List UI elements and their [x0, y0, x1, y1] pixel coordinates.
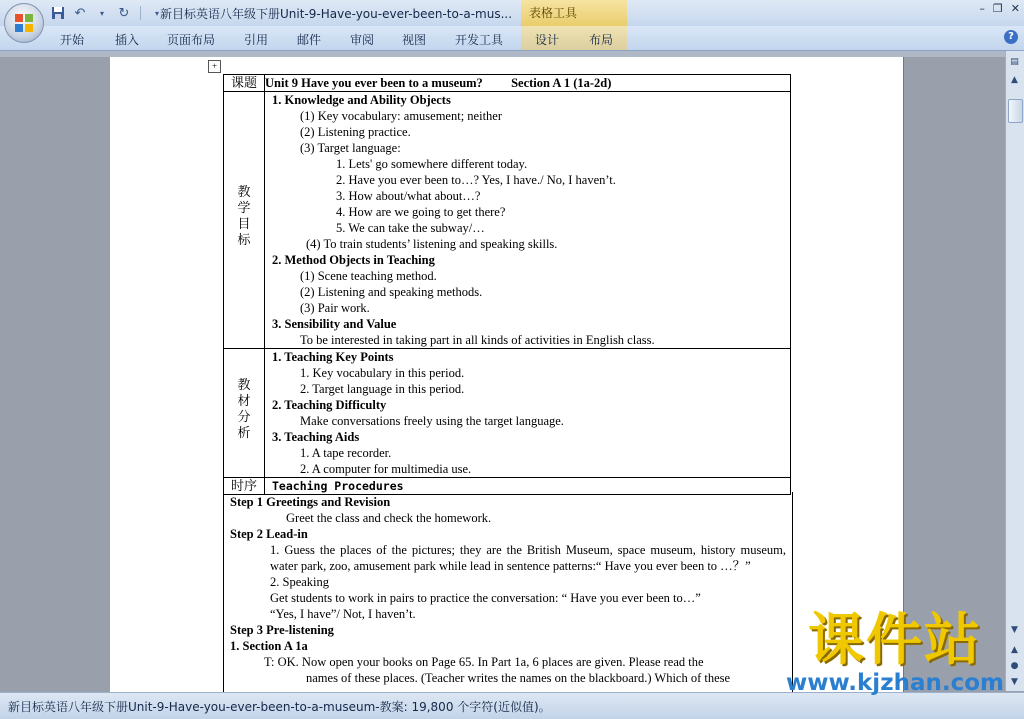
ribbon-tab-bar: [0, 26, 1024, 51]
minimize-button[interactable]: –: [979, 2, 985, 15]
tab-developer[interactable]: 开发工具: [455, 33, 504, 47]
list-item: 2. Teaching Difficulty: [272, 398, 387, 412]
list-item: 3. Teaching Aids: [272, 430, 360, 444]
analysis-cell: [265, 349, 791, 478]
lesson-title: Unit 9 Have you ever been to a museum?: [265, 76, 483, 90]
watermark-url: www.kjzhan.com: [786, 670, 1004, 696]
step-heading: Step 1 Greetings and Revision: [230, 495, 391, 509]
step-text: Greet the class and check the homework.: [286, 511, 492, 525]
separator: [140, 6, 141, 20]
list-item: 1. A tape recorder.: [300, 446, 392, 460]
step-text: “Yes, I have”/ Not, I haven’t.: [270, 607, 416, 621]
tab-page-layout[interactable]: 页面布局: [167, 33, 216, 47]
context-group-label: 表格工具: [529, 6, 578, 20]
tab-view[interactable]: 视图: [402, 33, 427, 47]
watermark: [770, 608, 1020, 696]
list-item: 5. We can take the subway/…: [336, 221, 485, 235]
help-icon[interactable]: ?: [1004, 30, 1018, 44]
window-title: 新目标英语八年级下册Unit-9-Have-you-ever-been-to-a-mus...: [160, 7, 513, 21]
step-text: Get students to work in pairs to practice the conversation: “ Have you ever been to…”: [270, 591, 701, 605]
list-item: (4) To train students’ listening and speaking skills.: [306, 237, 558, 251]
quick-access-toolbar: [50, 3, 165, 23]
status-text: 新目标英语八年级下册Unit-9-Have-you-ever-been-to-a-museum-教案: 19,800 个字符(近似值)。: [8, 700, 551, 714]
step-heading: 1. Section A 1a: [230, 639, 308, 653]
tab-layout[interactable]: 布局: [589, 33, 614, 47]
table-tools-context-group: [521, 0, 627, 26]
tab-references[interactable]: 引用: [244, 33, 269, 47]
tab-design[interactable]: 设计: [535, 33, 560, 47]
list-item: To be interested in taking part in all kinds of activities in English class.: [300, 333, 655, 347]
step-heading: Step 2 Lead-in: [230, 527, 308, 541]
topic-label-cell: [224, 75, 265, 92]
procedures-title: Teaching Procedures: [272, 479, 404, 493]
chevron-down-icon[interactable]: ▾: [99, 8, 104, 18]
step-text: 2. Speaking: [270, 575, 330, 589]
scroll-down-icon[interactable]: ▼: [1011, 625, 1018, 635]
table-move-handle-icon[interactable]: +: [208, 60, 221, 73]
tab-mailings[interactable]: 邮件: [297, 33, 322, 47]
list-item: (1) Scene teaching method.: [300, 269, 437, 283]
list-item: (1) Key vocabulary: amusement; neither: [300, 109, 503, 123]
customize-toolbar-icon[interactable]: ▾: [154, 8, 159, 18]
table-row: [224, 92, 791, 349]
step-text: 1. Guess the places of the pictures; they are the British Museum, space museum, history museum, water park, zoo, amusement park while lead in sentence patterns:“ Have you ever been to …？”: [270, 543, 786, 573]
steps-section: [223, 492, 793, 693]
list-item: 1. Teaching Key Points: [272, 350, 394, 364]
table-row: [224, 75, 791, 92]
list-item: 1. Lets' go somewhere different today.: [336, 157, 528, 171]
list-item: 3. Sensibility and Value: [272, 317, 397, 331]
tab-insert[interactable]: 插入: [115, 33, 140, 47]
lesson-plan-table: [223, 74, 791, 495]
step-text: T: OK. Now open your books on Page 65. In Part 1a, 6 places are given. Please read the: [264, 655, 704, 669]
list-item: (2) Listening practice.: [300, 125, 411, 139]
topic-line: [265, 75, 790, 91]
scroll-up-icon[interactable]: ▲: [1011, 75, 1018, 85]
restore-button[interactable]: ❐: [992, 2, 1003, 15]
list-item: 3. How about/what about…?: [336, 189, 481, 203]
list-item: 2. Have you ever been to…? Yes, I have./ No, I haven’t.: [336, 173, 616, 187]
close-button[interactable]: ✕: [1010, 2, 1020, 15]
next-page-icon[interactable]: ▼: [1011, 677, 1018, 687]
list-item: 1. Knowledge and Ability Objects: [272, 93, 451, 107]
title-bar: [0, 0, 1024, 26]
ruler-toggle-icon[interactable]: ▤: [1010, 57, 1019, 67]
list-item: 1. Key vocabulary in this period.: [300, 366, 465, 380]
save-icon[interactable]: [50, 5, 66, 21]
document-page: [110, 57, 903, 693]
tab-review[interactable]: 审阅: [350, 33, 375, 47]
list-item: (3) Pair work.: [300, 301, 370, 315]
redo-icon[interactable]: ↻: [118, 5, 130, 21]
step-heading: Step 3 Pre-listening: [230, 623, 334, 637]
lesson-section: Section A 1 (1a-2d): [511, 76, 612, 90]
list-item: 4. How are we going to get there?: [336, 205, 506, 219]
analysis-label: 教材分析: [237, 377, 251, 440]
sequence-label: 时序: [230, 478, 257, 493]
office-button[interactable]: [4, 3, 44, 43]
objectives-label-cell: [224, 92, 265, 349]
list-item: (2) Listening and speaking methods.: [300, 285, 483, 299]
watermark-logo-text: 课件站: [808, 608, 982, 673]
objectives-cell: [265, 92, 791, 349]
step-text: names of these places. (Teacher writes the names on the blackboard.) Which of these: [306, 671, 731, 685]
tab-home[interactable]: 开始: [60, 33, 85, 47]
previous-page-icon[interactable]: ▲: [1011, 645, 1018, 655]
list-item: (3) Target language:: [300, 141, 401, 155]
table-row: [224, 349, 791, 478]
vertical-scrollbar[interactable]: [1005, 51, 1024, 691]
office-logo-icon: [13, 12, 35, 34]
list-item: 2. A computer for multimedia use.: [300, 462, 472, 476]
undo-icon[interactable]: ↶: [74, 5, 86, 21]
list-item: 2. Method Objects in Teaching: [272, 253, 435, 267]
analysis-label-cell: [224, 349, 265, 478]
list-item: 2. Target language in this period.: [300, 382, 465, 396]
scroll-thumb[interactable]: [1008, 99, 1023, 123]
objectives-label: 教学目标: [237, 184, 251, 247]
status-bar: [0, 692, 1024, 719]
window-controls: [979, 2, 1020, 15]
topic-cell: [265, 75, 791, 92]
browse-object-icon[interactable]: ●: [1010, 661, 1019, 671]
topic-label: 课题: [230, 75, 257, 90]
list-item: Make conversations freely using the target language.: [300, 414, 564, 428]
